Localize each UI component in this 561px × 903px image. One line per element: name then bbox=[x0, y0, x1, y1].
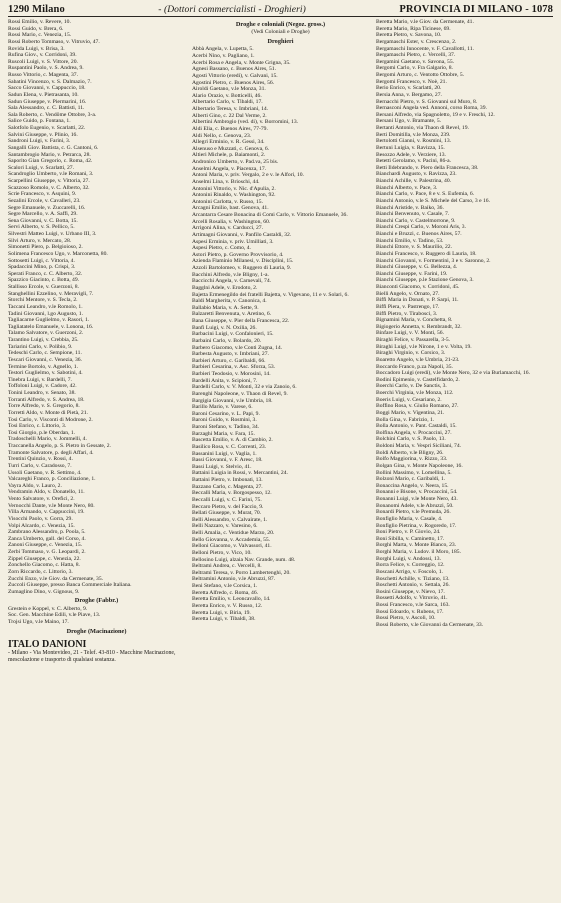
directory-entry: Scalori Luigi, v. Scarlatti, 27. bbox=[8, 164, 74, 171]
directory-entry: Storchi Mentore, v. S. Tecla, 2. bbox=[8, 297, 78, 304]
directory-entry: Termine Bortolo, v. Agnello, 1. bbox=[8, 363, 78, 370]
directory-entry: Besozzo Adele, v. Verziere, 13. bbox=[376, 151, 446, 158]
directory-entry: Baroni Guido, v. Rosmini, 3. bbox=[192, 417, 257, 424]
directory-entry: Salice Guido, p. Fontana, 1. bbox=[8, 118, 71, 125]
directory-entry: Tarantino Luigi, v. Crebbia, 25. bbox=[8, 337, 79, 343]
directory-entry: Boscani Arrigo, v. Foscolo, 1. bbox=[376, 568, 443, 575]
columns-container bbox=[8, 19, 553, 903]
directory-entry: Zuccoli Giuseppe, presso Banca Commerciale Italiana. bbox=[8, 582, 132, 589]
directory-entry: Balzaretti Benvenuta, v. Aretino, 6. bbox=[192, 311, 272, 318]
directory-entry: Barenghi Napoleone, v. Thaon di Revel, 9. bbox=[192, 390, 288, 397]
directory-entry: Albertario Teresa, v. Imbriani, 14. bbox=[192, 106, 269, 113]
column-2 bbox=[192, 19, 369, 903]
directory-entry: Bergamini Gaetano, v. Savona, 55. bbox=[376, 58, 455, 65]
directory-entry: Bignamini Maria, v. Conchetta, 8. bbox=[376, 317, 453, 324]
directory-entry: Trentini Quinzio, v. Rossi, 4. bbox=[8, 456, 73, 463]
directory-entry: Bolfina Angela, v. Procaccini, 27. bbox=[376, 429, 452, 436]
directory-entry: Bertolotti Gianni, v. Rosmini, 13. bbox=[376, 138, 452, 145]
directory-entry: Altieri Michele, p. Baiamonti, 2. bbox=[192, 152, 266, 159]
directory-entry: Barzaghi Maria, v. Fara, 15. bbox=[192, 430, 255, 437]
directory-entry: Bodini Epimenio, v. Castelfidardo, 2. bbox=[376, 376, 460, 383]
directory-entry: Belloni Pietro, v. Vico, 10. bbox=[192, 549, 252, 556]
directory-entry: Bonfiglio Maria, v. Casale, 4. bbox=[376, 515, 443, 522]
directory-entry: Bertanti Antonio, via Thaon di Revel, 19. bbox=[376, 125, 469, 131]
directory-entry: Belli Nazzaro, v. Varesino, 6. bbox=[192, 523, 258, 530]
directory-entry: Banfi Luigi, v. N. Oxilia, 26. bbox=[192, 324, 257, 331]
directory-entry: Russo Vittorio, c. Magenta, 37. bbox=[8, 72, 78, 78]
directory-entry: Agnesi Bassano, c. Buenos Aires, 51. bbox=[192, 66, 276, 73]
directory-entry: Boffino Rosa, v. Giulio Romano, 27. bbox=[376, 403, 459, 410]
directory-entry: Boldi Alberto, v.le Bligny, 26. bbox=[376, 449, 444, 456]
featured-entry bbox=[8, 639, 185, 664]
directory-entry: Bossi Roberto, v.le Giovanni da Cermenate, 33. bbox=[376, 621, 484, 628]
directory-entry: Tramonte Salvatore, p. degli Affari, 4. bbox=[8, 449, 94, 456]
directory-entry: Bianchi Benvenuto, v. Casale, 7. bbox=[376, 211, 450, 218]
directory-entry: Antonini Vittorio, v. Nic. d'Apulia, 2. bbox=[192, 185, 276, 192]
directory-entry: Bianchi e Bruzzi, c. Buenos Aires, 57. bbox=[376, 231, 462, 237]
directory-entry: Bergamaschi Innocente, v. F. Cavallotti, 11. bbox=[376, 45, 474, 52]
directory-entry: Bersani Alfredo, via Spagnoletto, 19 e v. Freschi, 12. bbox=[376, 111, 495, 118]
directory-entry: Zorn Riccardo, c. Littorio, 3. bbox=[8, 568, 73, 575]
directory-entry: Bergomi Arturo, c. Ventotto Ottobre, 5. bbox=[376, 72, 465, 78]
directory-entry: Arcantarra Cesare Bonacina di Comi Carlo, v. Vittorio Emanuele, 36. bbox=[192, 212, 348, 219]
directory-entry: Boni Pietro, v. P. Giovio, 24. bbox=[376, 529, 441, 536]
directory-entry: Alsenuso e Muzzati, c. Genova, 6. bbox=[192, 145, 270, 152]
directory-entry: Bonanomi Adele, v.le Abruzzi, 50. bbox=[376, 502, 454, 509]
directory-entry: Albertario Carlo, v. Tibaldi, 17. bbox=[192, 99, 263, 106]
directory-entry: Sottosetti Luigi, c. Vittoria, 4. bbox=[8, 257, 75, 264]
column-1 bbox=[8, 19, 185, 903]
directory-entry: Aldi Nello, c. Genova, 23. bbox=[192, 132, 252, 139]
directory-entry: Bianchi Emilio, v. Tadino, 53. bbox=[376, 237, 444, 244]
directory-entry: Bianchi Achille, v. Palestrina, 40. bbox=[376, 178, 452, 184]
directory-entry: Sandroni Luigi, v. Farini, 3. bbox=[8, 138, 71, 145]
directory-entry: Boaretto Angelo, v.le Umbria, 21-23. bbox=[376, 356, 460, 363]
directory-entry: Tinebra Luigi, v. Bardelli, 7. bbox=[8, 376, 72, 383]
directory-entry: Zumaglino Dino, v. Gignous, 9. bbox=[8, 588, 80, 595]
directory-entry: Sena Giovanni, v. C. Botta, 15. bbox=[8, 217, 78, 224]
directory-entry: Vayra Aldo, v. Lauro, 2. bbox=[8, 482, 62, 489]
directory-entry: Zucchi Enzo, v.le Giov. da Cermenate, 35. bbox=[8, 575, 104, 582]
directory-entry: Berio Enrico, v. Scarlatti, 20. bbox=[376, 85, 442, 92]
directory-entry: Bianchi Crespi Carlo, v. Moroni Aris, 3. bbox=[376, 224, 467, 231]
directory-entry: Bonfiglio Pietrina, v. Rogoredo, 17. bbox=[376, 522, 457, 529]
directory-entry: Saporito Gian Gregorio, c. Roma, 42. bbox=[8, 158, 93, 165]
directory-entry: Antonini Carlotta, v. Russo, 15. bbox=[192, 198, 263, 205]
directory-entry: Biraghi Felice, v. Passarella, 3-5. bbox=[376, 337, 451, 343]
directory-entry: Torre Alfredo, v. S. Gregorio, 8. bbox=[8, 403, 80, 410]
directory-entry: Bersani Ugo, v. Bramante, 5. bbox=[376, 118, 442, 125]
directory-entry: Tedeschi Carlo, c. Sempione, 11. bbox=[8, 350, 82, 357]
directory-entry: Bianconti Giacomo, v. Corridoni, 45. bbox=[376, 284, 460, 290]
directory-entry: Bana Giuseppe, v. Pier della Francesca, 22. bbox=[192, 318, 290, 325]
directory-entry: Aspesi Pietro, c. Como, 4. bbox=[192, 245, 251, 252]
directory-entry: Bianchardi Augusto, v. Ravizza, 23. bbox=[376, 171, 457, 178]
directory-entry: Tagliacarne Guglielmo, v. Rasori, 1. bbox=[8, 317, 90, 324]
directory-entry: Boccadoro Luigi (eredi), v.le Monte Nero, 32 e via Burlamacchi, 16. bbox=[376, 370, 530, 377]
directory-entry: Arrigoni Alina, v. Carducci, 27. bbox=[192, 225, 263, 232]
directory-entry: Bernasconi Angela ved. Annoni, corso Roma, 39. bbox=[376, 105, 487, 112]
directory-entry: Scarpellini Giuseppe, v. Vittoria, 27. bbox=[8, 178, 90, 184]
directory-entry: Borghi Marta, v. Monte Bianco, 23. bbox=[376, 542, 457, 549]
directory-entry: Bellati Giuseppe, v. Murat, 70. bbox=[192, 510, 262, 517]
directory-entry: Vendramin Aldo, v. Donatello, 11. bbox=[8, 489, 85, 496]
directory-entry: Sperati Franco, c. C. Alberto, 32. bbox=[8, 270, 83, 277]
directory-entry: Bassi Luigi, v. Stelvio, 41. bbox=[192, 463, 252, 470]
directory-entry: Beretta Emilio, v. Leoncavallo, 14. bbox=[192, 596, 271, 603]
directory-entry: Beretta Mario, v.le Giov. da Cermenate, 41. bbox=[376, 19, 474, 25]
directory-entry: Beccalli Luigi, v. C. Farini, 75. bbox=[192, 496, 262, 503]
directory-entry: Sabatini Vincenzo, v. S. Dalmazio, 7. bbox=[8, 78, 92, 85]
directory-entry: Zonchello Giacomo, c. Hatta, 8. bbox=[8, 562, 80, 569]
directory-entry: Betti Ildebrando, v. Piero della Francesca, 38. bbox=[376, 164, 479, 171]
directory-entry: Belloni Giacomo, v. Valvassori, 41. bbox=[192, 543, 272, 550]
directory-entry: Berti Domitilla, v.le Monza, 239. bbox=[376, 131, 451, 138]
directory-entry: Talamo Salvatore, v. Guerzoni, 2. bbox=[8, 330, 84, 337]
directory-entry: Boeris Luigi, v. Cesariano, 2. bbox=[376, 396, 442, 403]
directory-entry: Basilico Rosa, v. C. Correnti, 23. bbox=[192, 443, 267, 450]
directory-entry: Boerchi Virginia, v.le Monza, 112. bbox=[376, 390, 454, 396]
directory-entry: Bianchi Francesco, v. Ruggero di Lauria, 18. bbox=[376, 250, 477, 257]
directory-entry: Beltrami Andrea, c. Vercelli, 8. bbox=[192, 563, 262, 570]
directory-entry: Toffoloni Luigi, v. Cadore, 42. bbox=[8, 383, 77, 390]
directory-entry: Astori Pietro, p. Governo Provvisorio, 4. bbox=[192, 251, 284, 258]
directory-entry: Tescari Giovanni, c. Venezia, 36. bbox=[8, 356, 82, 363]
directory-entry: Santambrogio Mario, v. Petrarca, 28. bbox=[8, 151, 91, 158]
directory-entry: Bolchini Carlo, v. S. Paolo, 13. bbox=[376, 436, 446, 443]
directory-entry: Bergamaschi Ester, v. Crescenzo, 2. bbox=[376, 38, 457, 45]
directory-entry: Silvi Arturo, v. Mercato, 28. bbox=[8, 237, 72, 244]
directory-entry: Antonini Rinaldo, v. Washington, 92. bbox=[192, 192, 276, 199]
directory-entry: Bacchini Alfredo, v.le Bligny, 1-a. bbox=[192, 271, 269, 278]
directory-entry: Zambrano Alessandro, p. Poola, 5. bbox=[8, 529, 86, 536]
directory-entry: Baroni Stefano, v. Tadino, 34. bbox=[192, 424, 260, 431]
directory-entry: Aspesi Erminia, v. priv. Umilliati, 3. bbox=[192, 238, 274, 245]
section-title: Droghe (Macinazione) bbox=[66, 627, 127, 635]
directory-entry: Beccaro Pietro, v. del Faccio, 9. bbox=[192, 503, 264, 510]
directory-entry: Sala Roberto, c. Vendôme Ottobre, 3-a. bbox=[8, 111, 97, 118]
directory-entry: Beretta Luigi, v. Biria, 19. bbox=[192, 609, 251, 616]
directory-entry: Beni Stefano, v.le Corsica, 1. bbox=[192, 583, 258, 590]
directory-entry: Boschetti Antonio, v. Settala, 26. bbox=[376, 582, 450, 589]
directory-entry: Barbesta Augusto, v. Imbriani, 27. bbox=[192, 351, 269, 358]
directory-entry: Battaini Luigia in Rossi, v. Mercantini, 24. bbox=[192, 470, 288, 477]
section-title: Droghe (Fabbr.) bbox=[74, 597, 119, 605]
directory-entry: Bagglni Adele, v. Erodoto, 2. bbox=[192, 284, 258, 291]
header-province: PROVINCIA DI MILANO - 1078 bbox=[399, 4, 553, 15]
directory-entry: Trojsi Ugo, v.le Maino, 17. bbox=[8, 619, 69, 626]
directory-entry: Andronico Umberto, v. Pad.va, 25 bis. bbox=[192, 159, 279, 166]
directory-entry: Tariarini Carlo, v. Polibio, 9. bbox=[8, 343, 73, 350]
directory-entry: Bellosino Luigi, alzaia Nav. Grande, num. 48. bbox=[192, 556, 296, 563]
directory-entry: Tosi Giorgio, p.le Oberdan, 1. bbox=[8, 429, 76, 436]
directory-entry: Bianchi Giovanni, v. Formentini, 3 e v. Saronno, 2. bbox=[376, 257, 491, 264]
directory-entry: Segre Marcello, v. A. Saffi, 29. bbox=[8, 211, 78, 218]
directory-entry: Boldoni Maria, v. Vespri Siciliani, 74. bbox=[376, 443, 462, 449]
directory-entry: Agosti Vittorio (eredi), v. Galvani, 15. bbox=[192, 72, 278, 79]
directory-entry: Borghi Luigi, v. Andossi, 13. bbox=[376, 555, 441, 562]
directory-entry: Alario Orazio, v. Botticelli, 46. bbox=[192, 92, 262, 99]
directory-entry: Airoldi Gaetano, v.le Monza, 31. bbox=[192, 86, 266, 93]
directory-entry: Volpi Alcardo, c. Venezia, 15. bbox=[8, 522, 75, 529]
directory-entry: Azienda Flaminio Milanesi, v. Disciplini, 15. bbox=[192, 258, 294, 265]
directory-entry: Azzoli Bartolomeo, v. Ruggero di Lauria, 9. bbox=[192, 265, 292, 272]
directory-entry: Torretti Aldo, v. Monte di Pietà, 21. bbox=[8, 409, 88, 416]
directory-entry: Boggi Mario, v. Vigentina, 21. bbox=[376, 409, 445, 416]
directory-entry: Beccalli Maria, v. Borgospesso, 12. bbox=[192, 490, 272, 497]
featured-entry-name: ITALO DANIONI bbox=[8, 639, 87, 651]
directory-entry: Beretta Alfredo, c. Roma, 46. bbox=[192, 589, 259, 596]
directory-entry: Bigiogerio Annetta, v. Rembrandt, 32. bbox=[376, 323, 462, 330]
section-title: Droghe e coloniali (Negoz. gross.) bbox=[235, 21, 326, 28]
directory-entry: Scrie Francesco, v. Asquini, 9. bbox=[8, 191, 77, 198]
directory-entry: Bianchi Giuseppe, v. Farini, 19. bbox=[376, 270, 448, 277]
directory-entry: Baccicchi Angela, v. Carnevali, 74. bbox=[192, 278, 272, 285]
directory-entry: Beretta Mario, Ripa Ticinese, 69. bbox=[376, 25, 451, 32]
directory-entry: Salvini Giuseppe, v. Plinio, 16. bbox=[8, 131, 78, 138]
directory-entry: Abbà Angela, v. Lupetta, 5. bbox=[192, 46, 254, 53]
directory-entry: Barbieri Teodosio, v. Morosini, 14. bbox=[192, 371, 271, 378]
directory-entry: Villa Armando, v. Cappuccini, 19. bbox=[8, 509, 85, 516]
directory-entry: Barillo Mario, v. Varese, 6. bbox=[192, 404, 253, 411]
directory-entry: Biffi Maria in Donati, v. P. Sarpi, 11. bbox=[376, 297, 459, 304]
directory-entry: Scazzoso Romolo, v. C. Alberto, 32. bbox=[8, 184, 90, 191]
directory-entry: Ruspantini Paolo, v. S. Andrea, 9. bbox=[8, 65, 84, 72]
directory-entry: Tonini Leandro, v. Senato, 38. bbox=[8, 390, 76, 396]
directory-entry: Rovida Luigi, v. Brisa, 3. bbox=[8, 45, 65, 52]
directory-entry: Bianchi Carlo, v. Castelmorrone, 9. bbox=[376, 217, 456, 224]
directory-entry: Allegri Erminio, v. R. Gessi, 34. bbox=[192, 139, 265, 146]
directory-entry: Alberti Gino, c. 22 Dal Verme, 2. bbox=[192, 112, 267, 119]
directory-entry: Zanoni Giuseppe, c. Venezia, 15. bbox=[8, 542, 83, 549]
directory-entry: Torranti Alfredo, v. S. Andrea, 18. bbox=[8, 396, 85, 403]
directory-entry: Rossi Roberto Tommaso, v. Vitruvio, 47. bbox=[8, 38, 100, 45]
directory-entry: Traccanella Angelo, p. S. Pietro in Gessate, 2. bbox=[8, 443, 111, 449]
directory-entry: Agostini Pietro, c. Buenos Aires, 56. bbox=[192, 79, 275, 86]
directory-entry: Bersia Anna, v. Bergamo, 27. bbox=[376, 91, 442, 98]
directory-entry: Bielli Angelo, v. Ornato, 27. bbox=[376, 290, 440, 297]
directory-entry: Sala Alessandro, c. C. Battisti, 11. bbox=[8, 105, 85, 112]
directory-entry: Arcagni Emilio, bast. Genova, 41. bbox=[192, 205, 269, 212]
directory-entry: Tradoschelli Mario, v. Jommelli, 4. bbox=[8, 436, 87, 443]
directory-entry: Zanca Umberto, gall. del Corso, 4. bbox=[8, 535, 86, 542]
directory-entry: Bolla Gina, v. Fabrizio, 1. bbox=[376, 416, 435, 423]
directory-entry: Bergomi Francesco, v. Noè, 21. bbox=[376, 78, 447, 85]
directory-entry: Rufina Giov., v. Corridoni, 39. bbox=[8, 52, 77, 59]
directory-entry: Bolzoni Mario, c. Garibaldi, 1. bbox=[376, 476, 446, 483]
directory-entry: Bonanni e Bisone, v. Procaccini, 54. bbox=[376, 489, 458, 496]
directory-entry: Acerbi Nino, v. Pagliano, 1. bbox=[192, 53, 255, 60]
directory-entry: Bergomi Carlo, v. Fra Galgario, 8. bbox=[376, 65, 453, 72]
directory-entry: Betetti Gerolamo, v. Pacini, 86-a. bbox=[376, 158, 452, 165]
directory-entry: Vernocchi Dante, v.le Monte Nero, 80. bbox=[8, 502, 95, 509]
directory-entry: Bargigia Giovanni, v.le Umbria, 18. bbox=[192, 397, 273, 404]
directory-entry: Ballabio Maria, v. A. Sette, 9. bbox=[192, 304, 259, 311]
directory-entry: Bascetta Emilio, v. A. di Cambio, 2. bbox=[192, 437, 273, 444]
directory-entry: Beltrami Teresa, v. Porro Lambertenghi, 20. bbox=[192, 569, 291, 576]
directory-entry: Segre Emanuele, v. Zuccarelli, 16. bbox=[8, 204, 86, 211]
directory-entry: Barbieri Arturo, c. Garibaldi, 66. bbox=[192, 357, 266, 364]
directory-entry: Soc. Gen. Macchine Edili, v.le Piave, 13. bbox=[8, 612, 101, 619]
directory-entry: Rossi Guido, v. Brera, 6. bbox=[8, 25, 64, 32]
directory-entry: Bianchi Ettore, v. S. Maurilio, 22. bbox=[376, 244, 452, 251]
directory-entry: Bello Giovanna, v. Accademia, 55. bbox=[192, 536, 271, 543]
directory-entry: Biraghi Virginio, v. Corsico, 3. bbox=[376, 350, 446, 357]
directory-entry: Zippel Giuseppe, c. Venezia, 22. bbox=[8, 555, 81, 562]
directory-entry: Biffi Pietro, v. Tirabosci, 3. bbox=[376, 310, 438, 317]
directory-entry: Bolfo Maggiorina, v. Rizzo, 33. bbox=[376, 456, 448, 463]
directory-entry: Tadini Giovanni, l.go Augusto, 1. bbox=[8, 310, 84, 317]
directory-entry: Sadun Elena, v. Pietrasanta, 10. bbox=[8, 91, 79, 98]
directory-entry: Beltramini Antonio, v.le Abruzzi, 87. bbox=[192, 576, 276, 583]
column-3 bbox=[376, 19, 553, 903]
directory-entry: Barbieri Cesarina, v. Asc. Sforza, 53. bbox=[192, 364, 276, 371]
header-page-city: 1290 Milano bbox=[8, 4, 65, 15]
directory-entry: Bolla Antonio, v. Pant. Castaldi, 15. bbox=[376, 423, 457, 430]
directory-entry: Scandroglio Umberto, v.le Romanì, 3. bbox=[8, 171, 94, 178]
directory-entry: Baldi Margherita, v. Canonica, 4. bbox=[192, 298, 267, 305]
directory-entry: Borghi Maria, v. Ludov. il Moro, 185. bbox=[376, 549, 462, 555]
directory-entry: Bassi Giovanni, v. F. Aresc, 18. bbox=[192, 457, 263, 464]
directory-entry: Beretta Pietro, v. Savona, 10. bbox=[376, 32, 442, 39]
directory-entry: Stanghellini Ezzelino, v. Meravigli, 7. bbox=[8, 290, 94, 297]
directory-entry: Tosi Enrico, c. Littorio, 3. bbox=[8, 423, 67, 430]
featured-entry-detail: - Milano - Via Montevideo, 21 - Telef. 43-810 - Macchine Macinazione, mescolazione e trasporto di qualsiasi sostanza. bbox=[8, 650, 176, 663]
directory-entry: Boni Sibilla, v. Caminetto, 17. bbox=[376, 535, 445, 542]
section-subtitle: (Vedi Coloniali e Droghe) bbox=[251, 29, 310, 36]
directory-entry: Biraghi Luigi, v.le Nirone, 1 e v. Volta, 19. bbox=[376, 343, 472, 350]
header-section: - (Dottori commercialisti - Droghieri) bbox=[158, 5, 306, 15]
directory-entry: Boccardo Franco, p.za Napoli, 35. bbox=[376, 363, 453, 370]
directory-entry: Bollini Massimo, v. Lomellina, 5. bbox=[376, 469, 452, 476]
directory-entry: Bolgan Gina, v. Monte Napoleone, 16. bbox=[376, 462, 463, 469]
directory-entry: Sadun Giuseppe, v. Piermarini, 16. bbox=[8, 98, 87, 105]
directory-entry: Turri Carlo, v. Caradosso, 7. bbox=[8, 462, 72, 469]
page-header bbox=[8, 4, 553, 17]
directory-entry: Beretta Luigi, v. Tibaldi, 38. bbox=[192, 616, 256, 623]
directory-entry: Bardelli Carlo, v. V. Monti, 32 e via Zanoio, 6. bbox=[192, 384, 297, 391]
directory-entry: Ussoli Gaetano, v. R. Settimo, 4. bbox=[8, 469, 82, 476]
directory-entry: Anselmi Angela, v. Piacenza, 17. bbox=[192, 165, 267, 172]
directory-entry: Bonaccina Angelo, v. Neera, 15. bbox=[376, 482, 449, 489]
directory-entry: Albertini Ambrogio (ved. di), v. Borromini, 13. bbox=[192, 119, 299, 126]
directory-entry: Bianchi Aristide, v. Baiko, 36. bbox=[376, 204, 444, 211]
directory-entry: Taccani Leandro, v.le Romolo, 1. bbox=[8, 303, 83, 310]
directory-entry: Belli Alessandro, v. Calvairate, 1. bbox=[192, 516, 268, 523]
directory-entry: Bianchi Giuseppe, p.le Stazione Genova, 3. bbox=[376, 277, 474, 284]
directory-entry: Salotfolo Eugenio, v. Scarlatti, 22. bbox=[8, 125, 86, 131]
directory-entry: Bossetti Adolfo, v. Vitruvio, 41. bbox=[376, 595, 448, 602]
directory-entry: Bonardi Pietro, v.le Premuda, 26. bbox=[376, 509, 451, 516]
directory-entry: Bertuni Luigia, v. Ravizza, 15. bbox=[376, 144, 445, 151]
directory-entry: Boerchi Carlo, v. De Sanctis, 3. bbox=[376, 383, 447, 390]
directory-entry: Bianchi Antonio, v.le S. Michele del Carso, 3 e 16. bbox=[376, 197, 490, 204]
directory-entry: Spazzico Giacinto, c. Botta, 49. bbox=[8, 277, 80, 284]
directory-entry: Artimagni Giovanni, v. Panfilo Castaldi, 32. bbox=[192, 231, 292, 238]
directory-entry: Sangalli Giov. Battista, c. G. Cantoni, 6. bbox=[8, 144, 99, 151]
directory-entry: Grestein e Koppel, v. C. Alberto, 9. bbox=[8, 605, 88, 612]
directory-entry: Anselmi Lina, v. Brioschi, 44. bbox=[192, 178, 260, 185]
directory-entry: Bassanini Luigi, v. Vaglia, 1. bbox=[192, 450, 257, 457]
directory-entry: Vento Salvatore, v. Orefici, 2. bbox=[8, 496, 75, 502]
directory-entry: Bianchi Carlo, v. Pace, 8 e v. S. Eufemia, 6. bbox=[376, 191, 475, 198]
directory-entry: Solimena Francesco Ugo, v. Marconetta, 80. bbox=[8, 250, 108, 257]
directory-entry: Binfare Luigi, v. V. Monti, 56. bbox=[376, 330, 444, 337]
directory-entry: Aldi Elia, c. Buenos Aires, 77-79. bbox=[192, 125, 268, 132]
directory-entry: Valcareghi Franco, p. Conciliazione, 1. bbox=[8, 476, 96, 483]
directory-entry: Bossi Francesco, v.le Sarca, 163. bbox=[376, 602, 450, 608]
directory-entry: Barbacini Luigi, v. Confalonieri, 15. bbox=[192, 331, 274, 338]
directory-entry: Battaini Pietro, v. Imbonati, 13. bbox=[192, 477, 263, 484]
directory-entry: Bernacchi Pietro, v. S. Giovanni sul Muro, 8. bbox=[376, 98, 478, 105]
directory-entry: Borra Felice, v. Correggio, 12. bbox=[376, 562, 445, 569]
directory-entry: Biffi Piera, v. Pastrengo, 17. bbox=[376, 303, 440, 310]
directory-entry: Bergamaschi Pietro, c. Vercelli, 37. bbox=[376, 52, 456, 59]
directory-entry: Simonetti Piero, p. Belgioioso, 2. bbox=[8, 244, 83, 251]
directory-entry: Bonanni Luigi, v.le Monte Nero, 43. bbox=[376, 496, 458, 502]
directory-entry: Arcelli Rosalia, v. Washington, 60. bbox=[192, 218, 271, 225]
directory-entry: Baroni Cesarino, v. L. Papi, 9. bbox=[192, 410, 260, 417]
directory-entry: Bossi Edoardo, v. Rubens, 17. bbox=[376, 608, 444, 615]
directory-entry: Bajetta Ermenegildo dei fratelli Bajetta, v. Vigevano, 11 e v. Solari, 6. bbox=[192, 291, 349, 298]
directory-entry: Visocchi Paolo, v. Gorra, 29. bbox=[8, 515, 73, 522]
section-title: Droghieri bbox=[267, 38, 294, 45]
directory-entry: Tosi Carlo, v. Visconti di Modrone, 2. bbox=[8, 416, 93, 423]
directory-entry: Rossi Emilio, v. Revere, 10. bbox=[8, 19, 71, 25]
directory-entry: Antonì Maria, v. priv. Vergalo, 2 e v. le Alfori, 10. bbox=[192, 172, 304, 179]
directory-entry: Stallisso Ercole, v. Guerzoni, 8. bbox=[8, 284, 79, 290]
directory-entry: Barbero Giacomo, v.le Conti Zugna, 14. bbox=[192, 344, 283, 351]
directory-entry: Bianchi Giuseppe, v. G. Bellezza, 4. bbox=[376, 264, 458, 271]
directory-entry: Beretta Enrico, v. V. Russo, 12. bbox=[192, 602, 263, 609]
directory-entry: Zerbi Tommaso, v. G. Leopardi, 2. bbox=[8, 549, 86, 555]
directory-entry: Acerbi Rosa e Angela, v. Monte Grigna, 35. bbox=[192, 59, 291, 66]
directory-entry: Rossi Mario, c. Venezia, 15. bbox=[8, 32, 72, 39]
directory-entry: Tagliatatelo Emanuele, v. Lonona, 16. bbox=[8, 323, 94, 330]
directory-entry: Bosini Giuseppe, v. Nievo, 17. bbox=[376, 588, 445, 595]
directory-entry: Bazzano Carlo, c. Magenta, 27. bbox=[192, 483, 263, 490]
directory-entry: Spadaccini Mino, p. Crispi, 3. bbox=[8, 264, 76, 271]
directory-entry: Bossi Pietro, v. Ascoli, 10. bbox=[376, 615, 436, 622]
directory-entry: Bardelli Anita, v. Scipioni, 7. bbox=[192, 377, 258, 384]
directory-entry: Sezalini Ercole, v. Cavalleri, 23. bbox=[8, 197, 81, 204]
directory-entry: Testori Guglielmo, v. Sabotini, 4. bbox=[8, 370, 83, 377]
directory-entry: Servi Alberto, v. S. Pellico, 5. bbox=[8, 224, 75, 231]
directory-entry: Bianchi Alberto, v. Pace, 3. bbox=[376, 184, 438, 191]
directory-entry: Ruscoli Luigi, v. S. Vittore, 20. bbox=[8, 58, 78, 65]
directory-entry: Barbaini Carlo, v. Bolardo, 20. bbox=[192, 337, 262, 344]
directory-entry: Silvestri Matteo Luigi, v. Urbano III, 3. bbox=[8, 231, 97, 237]
directory-entry: Boschetti Achille, v. Tiziano, 13. bbox=[376, 575, 450, 582]
directory-entry: Sacco Giovanni, v. Cappuccio, 18. bbox=[8, 85, 86, 92]
directory-entry: Belli Amalia, c. Ventidue Marzo, 20. bbox=[192, 530, 275, 537]
